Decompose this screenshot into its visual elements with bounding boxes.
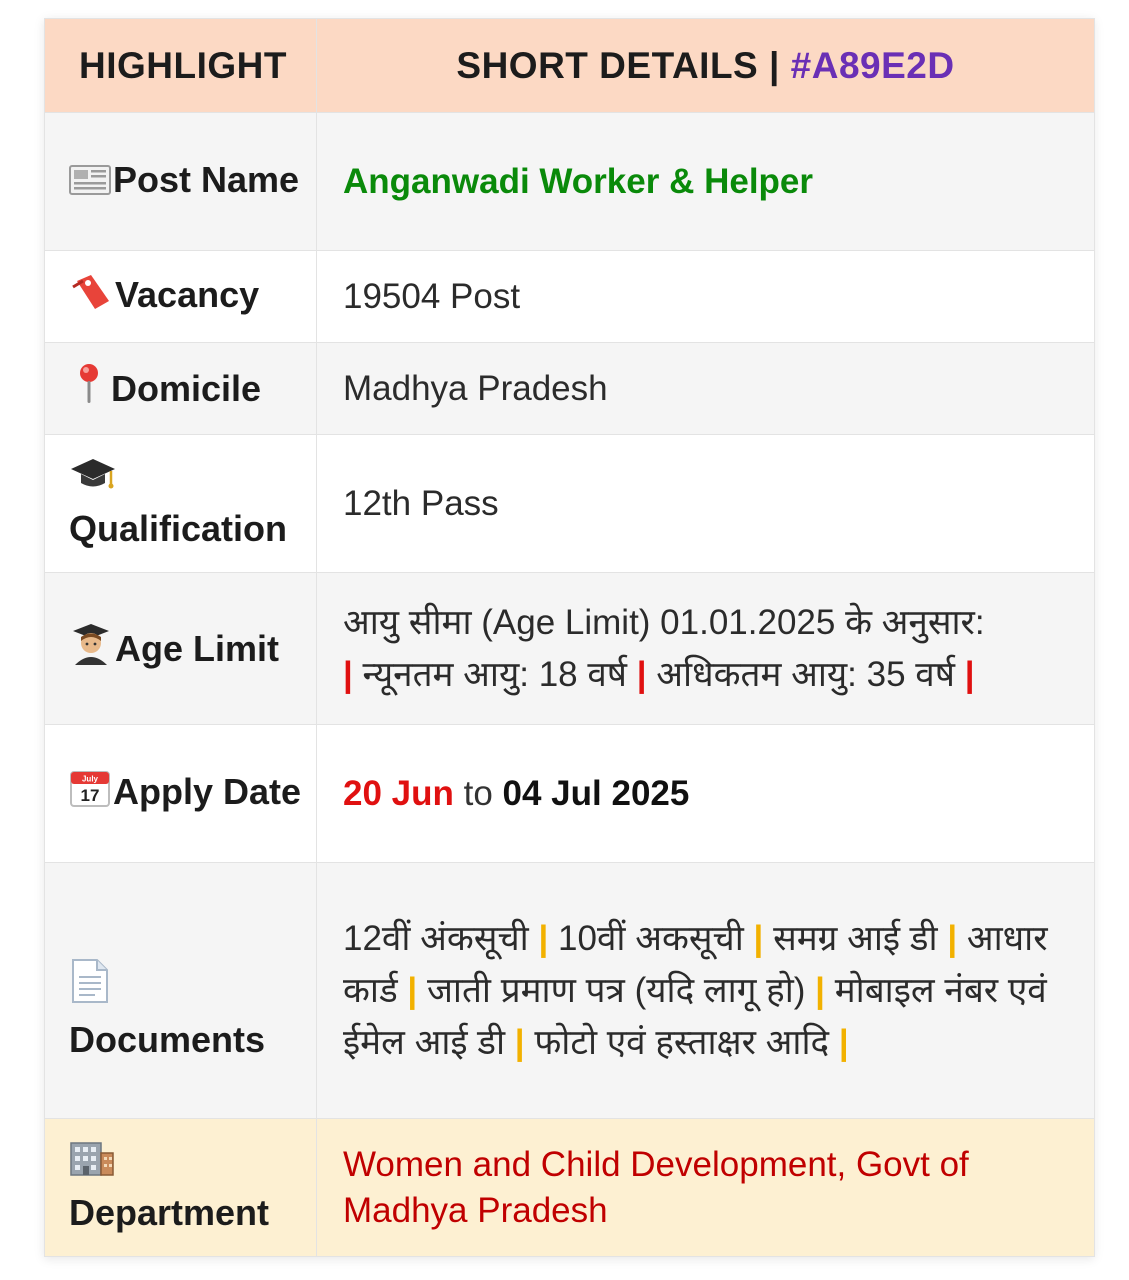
documents-value-cell: [317, 863, 1095, 1119]
vacancy-value: 19504 Post: [343, 276, 521, 316]
apply-end-date: 04 Jul 2025: [502, 773, 690, 813]
doc-item: 10वीं अकसूची: [558, 918, 744, 958]
header-short-details: SHORT DETAILS | #A89E2D: [317, 19, 1095, 113]
calendar-day: 17: [80, 786, 100, 805]
row-department: [45, 1119, 1095, 1257]
max-age: अधिकतम आयु: 35 वर्ष: [646, 654, 965, 694]
doc-item: समग्र आई डी: [773, 918, 938, 958]
age-limit-line1: आयु सीमा (Age Limit) 01.01.2025 के अनुसार:: [343, 602, 985, 642]
row-qualification: [45, 435, 1095, 573]
post-name-value: Anganwadi Worker & Helper: [343, 161, 814, 201]
documents-label-cell: Documents: [45, 863, 317, 1119]
qualification-label-cell: Qualification: [45, 435, 317, 573]
office-building-icon: [69, 1139, 308, 1188]
table-header: [45, 19, 1095, 113]
calendar-icon: [69, 768, 111, 819]
apply-start-date: 20 Jun: [343, 773, 454, 813]
job-details-table: [44, 18, 1094, 1257]
row-domicile: [45, 343, 1095, 435]
header-hash-tag[interactable]: #A89E2D: [790, 44, 955, 86]
post-name-value-cell: [317, 113, 1095, 251]
department-label-cell: Department: [45, 1119, 317, 1257]
qualification-value-cell: [317, 435, 1095, 573]
row-age-limit: [45, 573, 1095, 725]
age-limit-line2: | न्यूनतम आयु: 18 वर्ष | अधिकतम आयु: 35 वर्ष |: [343, 654, 975, 694]
department-value: Women and Child Development, Govt of Madhya Pradesh: [343, 1144, 969, 1230]
min-age: न्यूनतम आयु: 18 वर्ष: [352, 654, 637, 694]
calendar-month: July: [81, 774, 99, 784]
row-apply-date: [45, 725, 1095, 863]
domicile-label-cell: Domicile: [45, 343, 317, 435]
doc-item: फोटो एवं हस्ताक्षर आदि: [534, 1022, 830, 1062]
row-vacancy: [45, 251, 1095, 343]
row-post-name: [45, 113, 1095, 251]
graduation-cap-icon: [69, 455, 308, 504]
bookmark-tag-icon: [69, 271, 113, 322]
post-name-label-cell: Post Name: [45, 113, 317, 251]
age-limit-label-cell: Age Limit: [45, 573, 317, 725]
domicile-value: Madhya Pradesh: [343, 368, 608, 408]
header-highlight: HIGHLIGHT: [45, 19, 317, 113]
doc-item: मोबाइल नंबर एवं ईमेल आई डी: [343, 970, 1047, 1062]
domicile-value-cell: [317, 343, 1095, 435]
location-pin-icon: [69, 361, 109, 416]
doc-item: 12वीं अंकसूची: [343, 918, 529, 958]
vacancy-label-cell: Vacancy: [45, 251, 317, 343]
apply-date-value-cell: 20 Jun to 04 Jul 2025: [317, 725, 1095, 863]
apply-date-label-cell: July 17 Apply Date: [45, 725, 317, 863]
student-icon: [69, 621, 113, 676]
row-documents: [45, 863, 1095, 1119]
doc-item: आधार कार्ड: [343, 918, 1048, 1010]
document-icon: [69, 958, 308, 1015]
department-value-cell: [317, 1119, 1095, 1257]
qualification-value: 12th Pass: [343, 483, 499, 523]
newspaper-icon: [69, 161, 111, 207]
doc-item: जाती प्रमाण पत्र (यदि लागू हो): [426, 970, 806, 1010]
vacancy-value-cell: [317, 251, 1095, 343]
age-limit-value-cell: [317, 573, 1095, 725]
documents-list: 12वीं अंकसूची | 10वीं अकसूची | समग्र आई डी | आधार कार्ड | जाती प्रमाण पत्र (यदि लागू हो) | मोबाइल नंबर एवं ईमेल आई डी | फोटो एवं हस्ताक्षर आदि |: [343, 918, 1048, 1062]
